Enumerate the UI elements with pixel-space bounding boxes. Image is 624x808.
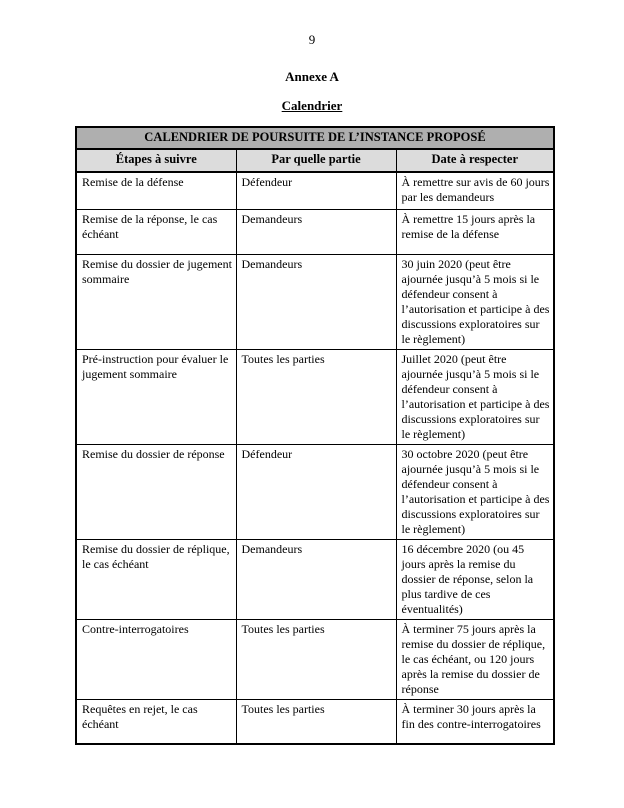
table-title-row xyxy=(76,127,554,149)
cell-etape: Pré-instruction pour évaluer le jugement sommaire xyxy=(76,349,236,444)
cell-partie: Toutes les parties xyxy=(236,699,396,744)
cell-partie: Demandeurs xyxy=(236,254,396,349)
cell-partie: Demandeurs xyxy=(236,539,396,619)
cell-date: 16 décembre 2020 (ou 45 jours après la remise du dossier de réponse, selon la plus tardive de ces éventualités) xyxy=(396,539,554,619)
schedule-table xyxy=(75,126,555,745)
cell-etape: Remise de la défense xyxy=(76,172,236,209)
cell-etape: Contre-interrogatoires xyxy=(76,619,236,699)
cell-date: À remettre sur avis de 60 jours par les demandeurs xyxy=(396,172,554,209)
cell-etape: Remise du dossier de réplique, le cas échéant xyxy=(76,539,236,619)
column-header-date: Date à respecter xyxy=(396,149,554,172)
cell-date: À terminer 75 jours après la remise du dossier de réplique, le cas échéant, ou 120 jours après la remise du dossier de réponse xyxy=(396,619,554,699)
table-row xyxy=(76,699,554,744)
column-header-etapes: Étapes à suivre xyxy=(76,149,236,172)
column-header-partie: Par quelle partie xyxy=(236,149,396,172)
cell-date: 30 octobre 2020 (peut être ajournée jusqu’à 5 mois si le défendeur consent à l’autorisation et participe à des discussions exploratoires sur le règlement) xyxy=(396,444,554,539)
cell-date: Juillet 2020 (peut être ajournée jusqu’à 5 mois si le défendeur consent à l’autorisation et participe à des discussions exploratoires sur le règlement) xyxy=(396,349,554,444)
cell-etape: Remise du dossier de jugement sommaire xyxy=(76,254,236,349)
cell-partie: Demandeurs xyxy=(236,209,396,254)
table-row xyxy=(76,619,554,699)
cell-partie: Défendeur xyxy=(236,172,396,209)
table-header-row xyxy=(76,149,554,172)
table-row xyxy=(76,172,554,209)
cell-etape: Requêtes en rejet, le cas échéant xyxy=(76,699,236,744)
cell-date: À terminer 30 jours après la fin des contre-interrogatoires xyxy=(396,699,554,744)
table-row xyxy=(76,539,554,619)
annex-title: Annexe A xyxy=(285,69,339,84)
table-row xyxy=(76,444,554,539)
cell-date: 30 juin 2020 (peut être ajournée jusqu’à 5 mois si le défendeur consent à l’autorisation et participe à des discussions exploratoires sur le règlement) xyxy=(396,254,554,349)
cell-date: À remettre 15 jours après la remise de la défense xyxy=(396,209,554,254)
cell-etape: Remise du dossier de réponse xyxy=(76,444,236,539)
cell-etape: Remise de la réponse, le cas échéant xyxy=(76,209,236,254)
page-number: 9 xyxy=(308,32,316,47)
cell-partie: Toutes les parties xyxy=(236,619,396,699)
table-row xyxy=(76,209,554,254)
cell-partie: Défendeur xyxy=(236,444,396,539)
table-row xyxy=(76,349,554,444)
table-title: CALENDRIER DE POURSUITE DE L’INSTANCE PROPOSÉ xyxy=(76,127,554,149)
table-row xyxy=(76,254,554,349)
cell-partie: Toutes les parties xyxy=(236,349,396,444)
document-subtitle: Calendrier xyxy=(281,98,343,113)
